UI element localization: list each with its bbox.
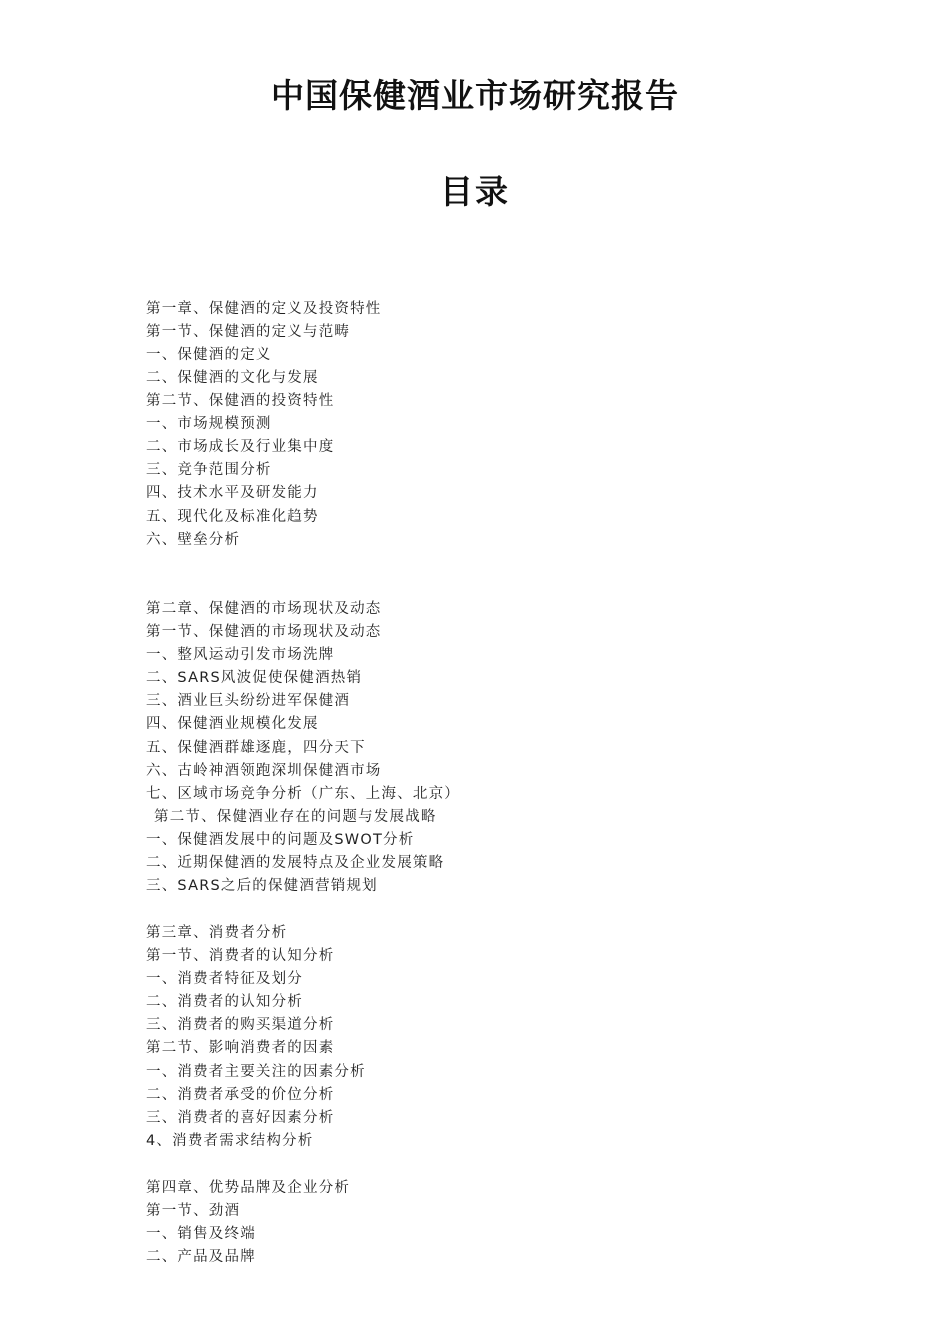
toc-item[interactable]: 三、SARS之后的保健酒营销规划 (146, 878, 378, 894)
toc-item[interactable]: 一、消费者主要关注的因素分析 (146, 1064, 366, 1080)
toc-item[interactable]: 二、产品及品牌 (146, 1249, 256, 1265)
toc-item[interactable]: 二、保健酒的文化与发展 (146, 370, 319, 386)
toc-item[interactable]: 二、近期保健酒的发展特点及企业发展策略 (146, 855, 445, 871)
toc-item[interactable]: 六、壁垒分析 (146, 532, 241, 548)
toc-section[interactable]: 第一节、消费者的认知分析 (146, 948, 335, 964)
toc-section[interactable]: 第二节、保健酒的投资特性 (146, 393, 335, 409)
toc-section[interactable]: 第二节、影响消费者的因素 (146, 1040, 335, 1056)
toc-item[interactable]: 三、酒业巨头纷纷进军保健酒 (146, 693, 351, 709)
toc-item[interactable]: 五、保健酒群雄逐鹿，四分天下 (146, 740, 366, 756)
toc-item[interactable]: 二、消费者的认知分析 (146, 994, 303, 1010)
toc-section[interactable]: 第一节、保健酒的定义与范畴 (146, 324, 351, 340)
toc-item[interactable]: 四、保健酒业规模化发展 (146, 716, 319, 732)
toc-item[interactable]: 二、SARS风波促使保健酒热销 (146, 670, 363, 686)
toc-item[interactable]: 一、整风运动引发市场洗牌 (146, 647, 335, 663)
toc-chapter-4[interactable]: 第四章、优势品牌及企业分析 (146, 1180, 351, 1196)
toc-item[interactable]: 一、市场规模预测 (146, 416, 272, 432)
toc-item[interactable]: 二、消费者承受的价位分析 (146, 1087, 335, 1103)
toc-item[interactable]: 三、消费者的购买渠道分析 (146, 1017, 335, 1033)
toc-item[interactable]: 一、消费者特征及划分 (146, 971, 303, 987)
toc-item[interactable]: 一、销售及终端 (146, 1226, 256, 1242)
toc-item[interactable]: 六、古岭神酒领跑深圳保健酒市场 (146, 763, 382, 779)
toc-section[interactable]: 第二节、保健酒业存在的问题与发展战略 (154, 809, 437, 825)
toc-section[interactable]: 第一节、劲酒 (146, 1203, 241, 1219)
toc-item[interactable]: 四、技术水平及研发能力 (146, 485, 319, 501)
toc-item[interactable]: 五、现代化及标准化趋势 (146, 509, 319, 525)
toc-item[interactable]: 二、市场成长及行业集中度 (146, 439, 335, 455)
toc-section[interactable]: 第一节、保健酒的市场现状及动态 (146, 624, 382, 640)
toc-item[interactable]: 三、竞争范围分析 (146, 462, 272, 478)
page-title: 中国保健酒业市场研究报告 (271, 76, 679, 115)
toc-item[interactable]: 七、区域市场竞争分析（广东、上海、北京） (146, 786, 460, 802)
toc-item[interactable]: 4、消费者需求结构分析 (146, 1133, 314, 1149)
toc-chapter-2[interactable]: 第二章、保健酒的市场现状及动态 (146, 601, 382, 617)
toc-item[interactable]: 一、保健酒发展中的问题及SWOT分析 (146, 832, 415, 848)
toc-item[interactable]: 三、消费者的喜好因素分析 (146, 1110, 335, 1126)
toc-heading: 目录 (440, 172, 510, 211)
toc-chapter-1[interactable]: 第一章、保健酒的定义及投资特性 (146, 301, 382, 317)
toc-chapter-3[interactable]: 第三章、消费者分析 (146, 925, 288, 941)
toc-item[interactable]: 一、保健酒的定义 (146, 347, 272, 363)
